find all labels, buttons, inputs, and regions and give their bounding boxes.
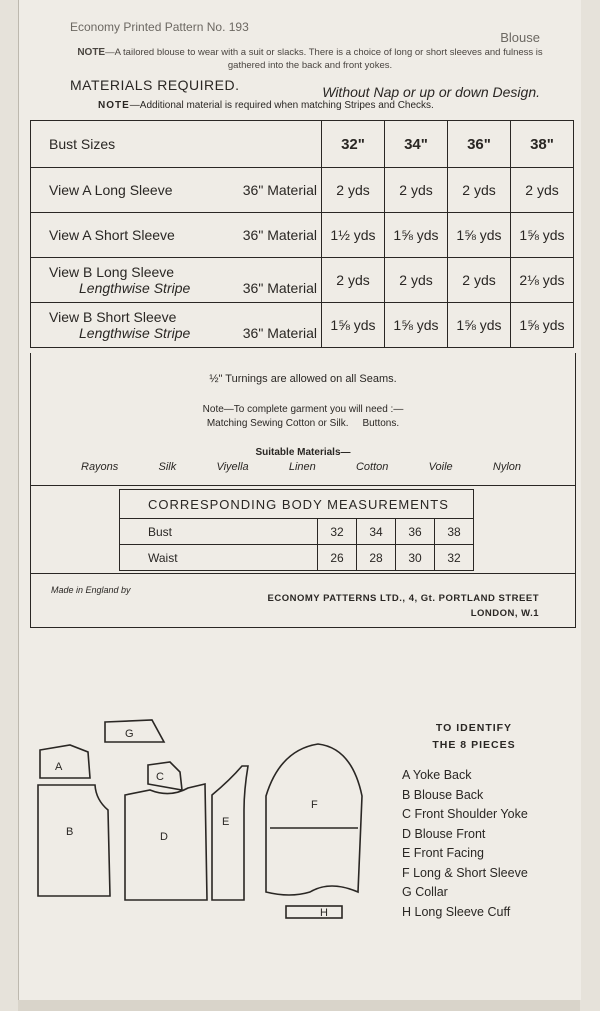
piece-a-shape [40,745,90,778]
row-label [31,303,322,348]
list-item: D Blouse Front [402,826,486,841]
yardage-cell: 1⅝ yds [511,213,574,258]
material-width: 36" Material [242,325,317,341]
without-nap-heading: Without Nap or up or down Design. [322,84,540,100]
measure-cell: 32 [435,545,474,571]
list-item: B Blouse Back [402,787,484,802]
measure-cell: 28 [357,545,396,571]
fabric-list [81,461,521,473]
yardage-cell: 1⅝ yds [385,213,448,258]
company-line: LONDON, W.1 [470,608,539,619]
measure-cell: 38 [435,519,474,545]
piece-label-a: A [55,761,63,773]
row-label [31,168,322,213]
yardage-cell: 2 yds [448,258,511,303]
bust-sizes-label [31,121,322,168]
stripe-label: Lengthwise Stripe [79,280,191,296]
footer [30,573,576,628]
yardage-cell: 2 yds [322,168,385,213]
note-text: —A tailored blouse to wear with a suit or slacks. There is a choice of long or short sleeves and fulness is gathered into the back and front yokes. [105,47,543,71]
table-row [31,213,574,258]
bust-sizes-text: Bust Sizes [49,136,116,152]
notions-note [31,403,575,431]
measure-label: Waist [120,545,318,571]
measure-label: Bust [120,519,318,545]
table-row [31,303,574,348]
size-header: 36" [448,121,511,168]
body-measurements-section [30,485,576,574]
piece-label-c: C [156,771,164,783]
stripes-note [98,100,434,111]
fabric-item: Linen [288,461,316,473]
fabric-item: Nylon [492,461,521,473]
list-item: A Yoke Back [402,768,472,782]
description-note [70,46,550,72]
caption-row [120,490,474,519]
piece-c-shape [148,762,182,790]
view-label: View A Long Sleeve [49,182,173,198]
piece-g-shape [105,720,164,742]
view-label: View A Short Sleeve [49,227,175,243]
list-item: C Front Shoulder Yoke [402,807,528,821]
fabric-item: Voile [428,461,453,473]
yardage-cell: 2 yds [511,168,574,213]
table-row [31,258,574,303]
note-label: NOTE [77,47,106,58]
yardage-cell: 2 yds [385,168,448,213]
materials-header-row [31,121,574,168]
identify-title-line: TO IDENTIFY [435,722,513,734]
yardage-cell: 1⅝ yds [385,303,448,348]
list-item: H Long Sleeve Cuff [402,904,511,919]
size-header: 32" [322,121,385,168]
table-row [31,168,574,213]
yardage-cell: 2 yds [385,258,448,303]
yardage-cell: 1⅝ yds [322,303,385,348]
yardage-cell: 2⅛ yds [511,258,574,303]
size-header: 34" [385,121,448,168]
identify-title [394,720,554,754]
yardage-cell: 1½ yds [322,213,385,258]
turnings-note: ½" Turnings are allowed on all Seams. [209,373,397,385]
row-label [31,258,322,303]
identify-title-line: THE 8 PIECES [432,739,516,751]
pattern-category: Blouse [500,30,540,45]
fabric-item: Viyella [216,461,249,473]
material-width: 36" Material [242,280,317,296]
pattern-pieces-diagram [30,700,390,940]
fabric-item: Silk [158,461,177,473]
table-row [120,545,474,571]
header [18,0,580,118]
piece-label-b: B [66,826,74,838]
list-item: F Long & Short Sleeve [402,865,528,880]
view-label: View B Short Sleeve [49,309,177,325]
yardage-cell: 1⅝ yds [448,213,511,258]
piece-label-f: F [311,799,318,811]
piece-h-shape [286,906,342,918]
piece-e-shape [212,766,248,900]
notions-line: Matching Sewing Cotton or Silk. Buttons. [206,418,400,429]
yardage-cell: 1⅝ yds [448,303,511,348]
list-item: G Collar [402,885,448,899]
piece-f-shape [266,744,362,895]
list-item: E Front Facing [402,846,484,860]
measure-cell: 34 [357,519,396,545]
paper-edge [18,1000,580,1011]
identify-pieces-legend [402,720,554,922]
pattern-title: Economy Printed Pattern No. 193 [70,20,249,34]
measure-cell: 26 [318,545,357,571]
yardage-cell: 1⅝ yds [511,303,574,348]
materials-required-heading: MATERIALS REQUIRED. [70,77,240,93]
yardage-cell: 2 yds [448,168,511,213]
notions-line: Note—To complete garment you will need :— [202,404,404,415]
piece-label-e: E [222,816,230,828]
note2-text: —Additional material is required when matching Stripes and Checks. [129,100,434,111]
materials-table [30,120,574,348]
size-header: 38" [511,121,574,168]
body-measurements-table [119,489,474,571]
piece-label-g: G [125,728,134,740]
made-in-label: Made in England by [51,585,131,595]
measure-cell: 32 [318,519,357,545]
view-label: View B Long Sleeve [49,264,175,280]
notes-section [30,353,576,486]
company-line: ECONOMY PATTERNS LTD., 4, Gt. PORTLAND STREET [267,593,539,604]
piece-label-d: D [160,831,168,843]
note2-label: NOTE [98,100,130,111]
table-row [120,519,474,545]
suitable-materials-heading: Suitable Materials— [255,447,351,458]
yardage-cell: 2 yds [322,258,385,303]
piece-label-h: H [320,907,328,919]
material-width: 36" Material [242,182,317,198]
piece-b-shape [38,785,110,896]
material-width: 36" Material [242,227,317,243]
pieces-list [402,766,554,922]
company-address [268,591,539,621]
fabric-item: Rayons [81,461,119,473]
body-measurements-caption: CORRESPONDING BODY MEASUREMENTS [120,490,474,519]
measure-cell: 36 [396,519,435,545]
measure-cell: 30 [396,545,435,571]
fabric-item: Cotton [355,461,389,473]
stripe-label: Lengthwise Stripe [79,325,191,341]
row-label [31,213,322,258]
